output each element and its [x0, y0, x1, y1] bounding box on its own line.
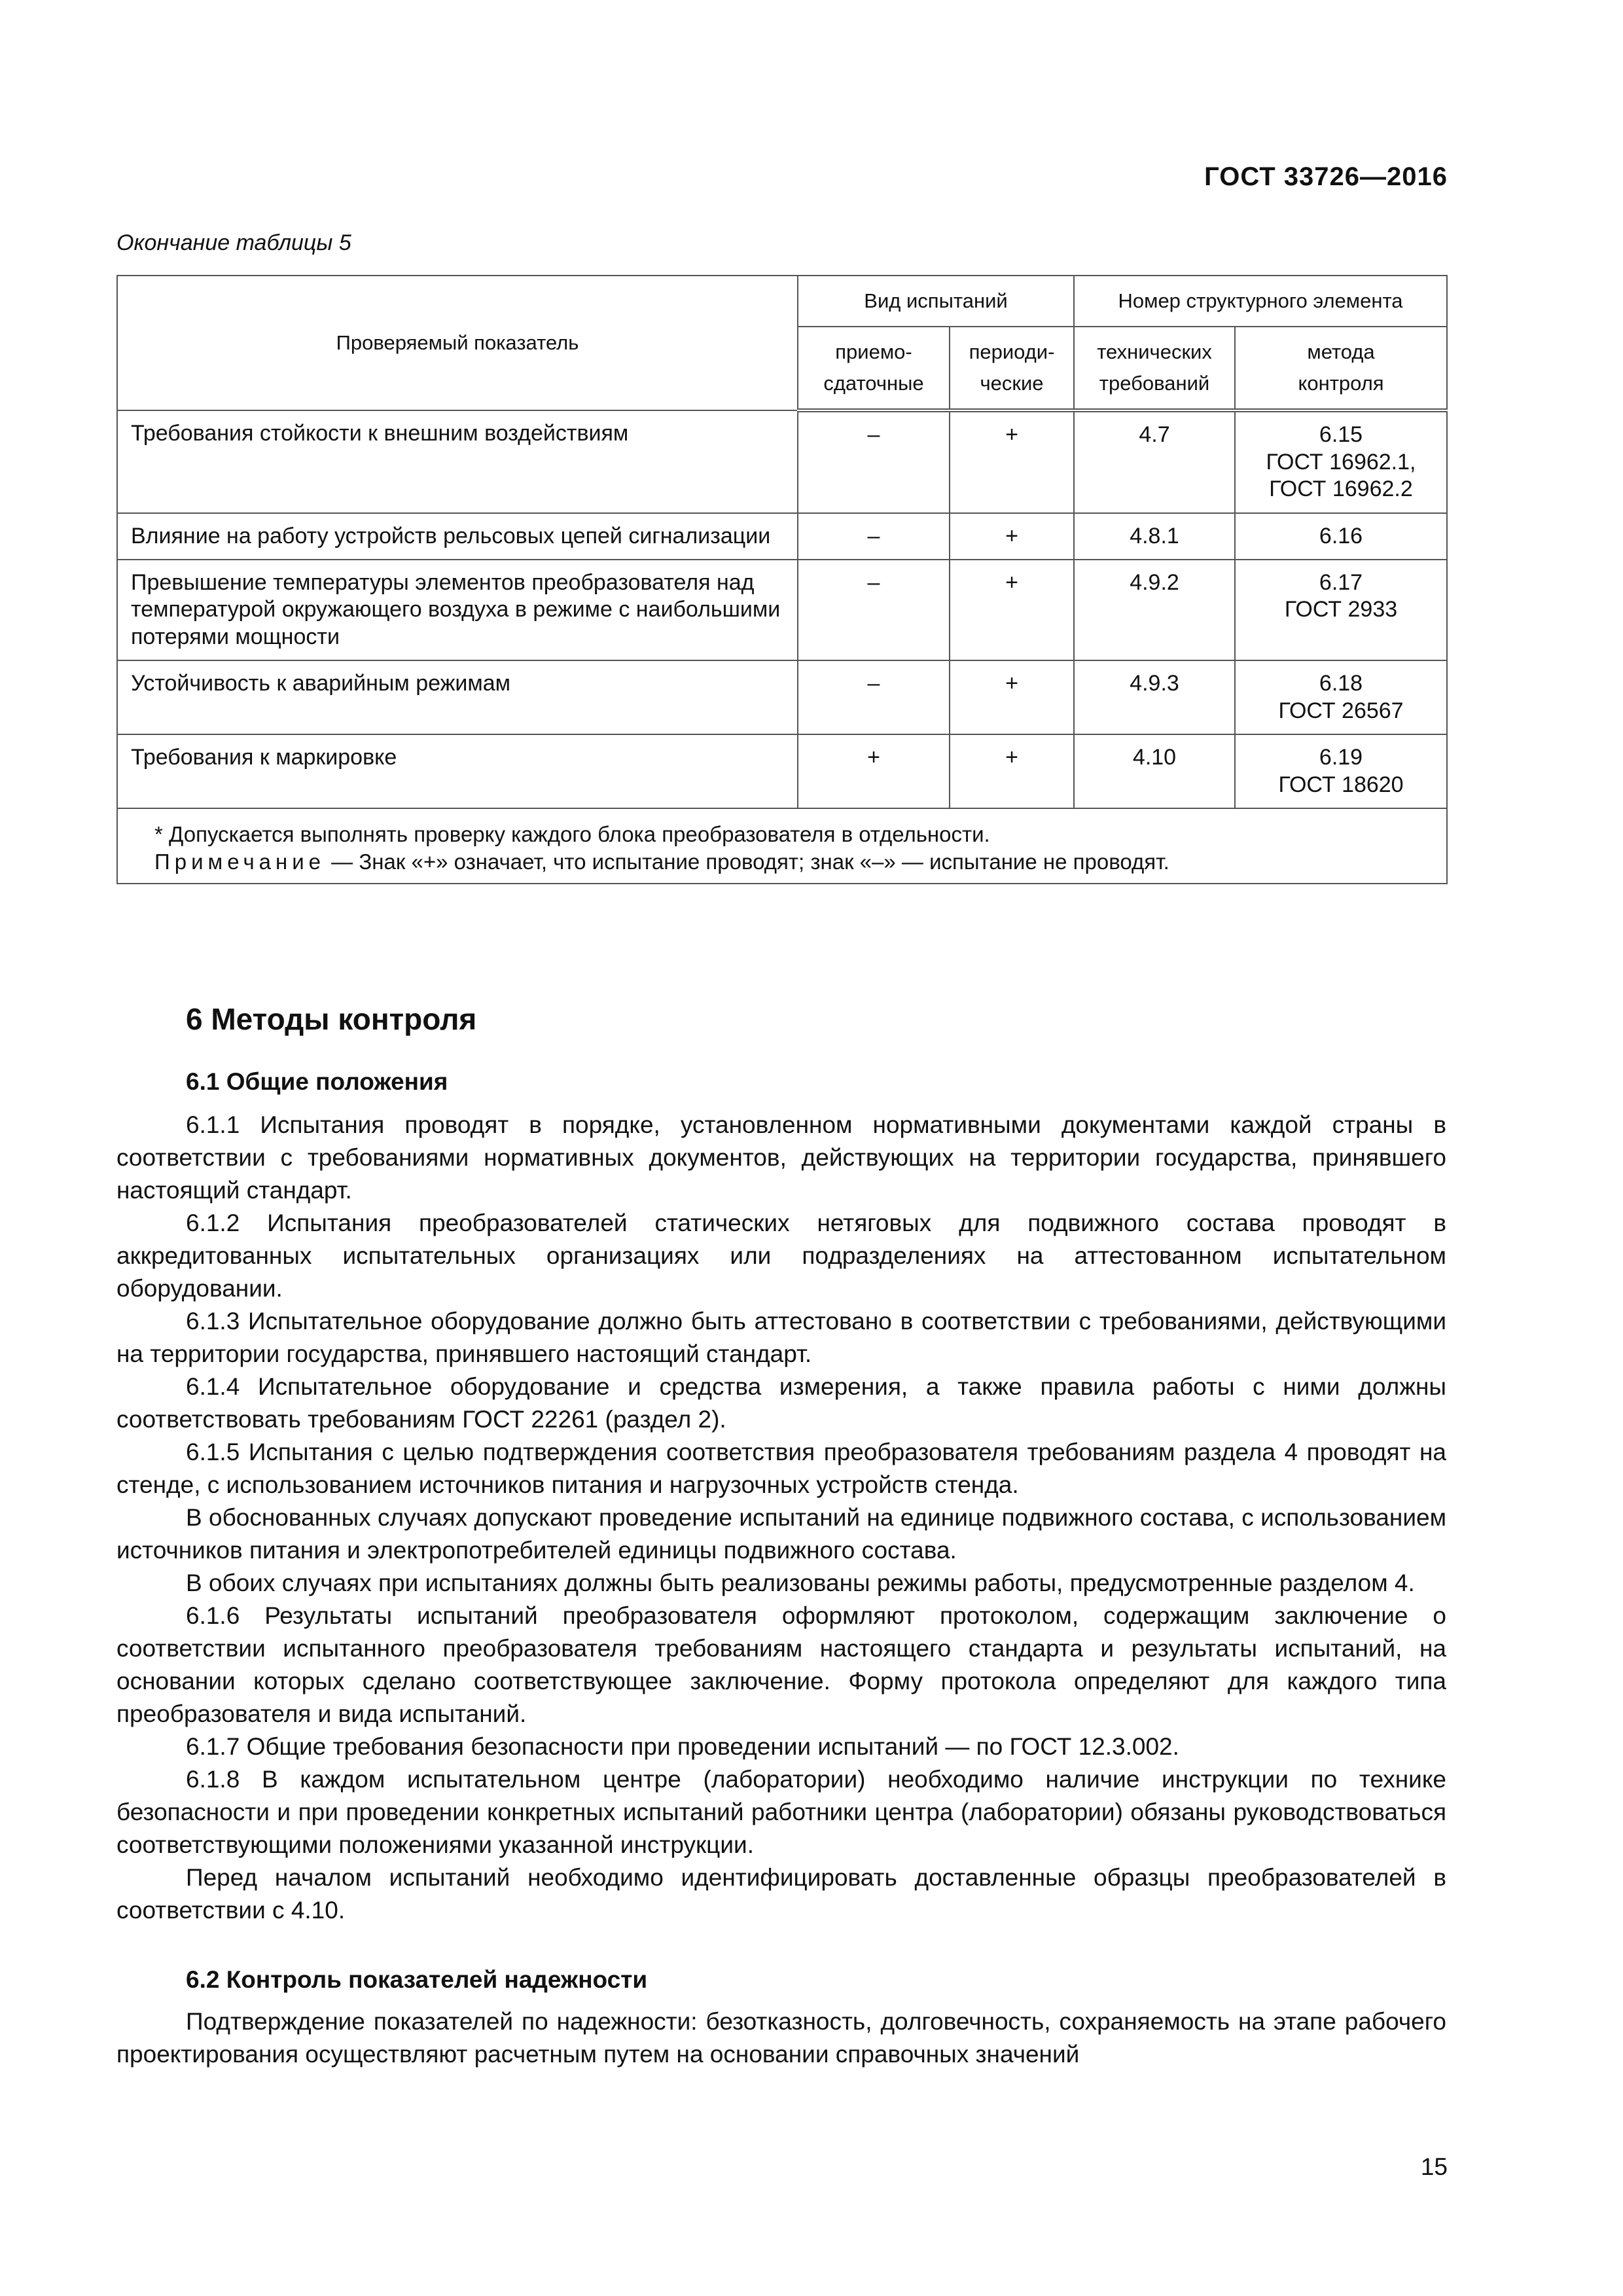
cell-tech-req: 4.8.1 [1074, 513, 1235, 560]
cell-acceptance: – [798, 410, 950, 512]
header-test-type: Вид испытаний [798, 276, 1074, 327]
section-title: 6 Методы контроля [186, 1002, 477, 1036]
table-row [117, 410, 1447, 512]
cell-method: 6.16 [1235, 513, 1447, 560]
header-indicator: Проверяемый показатель [117, 276, 798, 410]
cell-indicator: Требования к маркировке [117, 734, 798, 808]
header-struct-element: Номер структурного элемента [1074, 276, 1447, 327]
table-note [154, 848, 1410, 875]
paragraph: 6.1.3 Испытательное оборудование должно быть аттестовано в соответствии с требованиями, действующими на территории государства, принявшего настоящий стандарт. [116, 1308, 1446, 1367]
header-control-method: метода контроля [1235, 327, 1447, 410]
table-row [117, 513, 1447, 560]
paragraph: 6.1.4 Испытательное оборудование и средства измерения, а также правила работы с ними должны соответствовать требованиям ГОСТ 22261 (раздел 2). [116, 1373, 1446, 1433]
paragraph: 6.1.6 Результаты испытаний преобразователя оформляют протоколом, содержащим заключение о соответствии испытанного преобразователя требованиям настоящего стандарта и результаты испытаний, на основании которых сделано соответствующее заключение. Форму протокола определяют для каждого типа преобразователя и вида испытаний. [116, 1602, 1446, 1727]
header-periodic: периоди- ческие [950, 327, 1074, 410]
cell-acceptance: – [798, 660, 950, 734]
cell-acceptance: – [798, 513, 950, 560]
cell-periodic: + [950, 410, 1074, 512]
header-acceptance: приемо- сдаточные [798, 327, 950, 410]
paragraph: 6.1.7 Общие требования безопасности при проведении испытаний — по ГОСТ 12.3.002. [186, 1733, 1179, 1760]
paragraph: 6.1.1 Испытания проводят в порядке, установленном нормативными документами каждой страны в соответствии с требованиями нормативных документов, действующих на территории государства, принявшего настоящий стандарт. [116, 1111, 1446, 1204]
table-caption: Окончание таблицы 5 [116, 230, 351, 255]
cell-periodic: + [950, 660, 1074, 734]
test-table [116, 275, 1448, 884]
table-notes [117, 808, 1447, 884]
cell-tech-req: 4.10 [1074, 734, 1235, 808]
cell-periodic: + [950, 513, 1074, 560]
section-body [116, 1109, 1446, 1927]
note-label: Примечание [154, 849, 326, 874]
paragraph: Перед началом испытаний необходимо идентифицировать доставленные образцы преобразователей в соответствии с 4.10. [116, 1864, 1446, 1924]
cell-periodic: + [950, 734, 1074, 808]
cell-acceptance: – [798, 560, 950, 660]
cell-tech-req: 4.7 [1074, 410, 1235, 512]
subsection-title: 6.2 Контроль показателей надежности [186, 1966, 648, 1993]
paragraph: В обоих случаях при испытаниях должны быть реализованы режимы работы, предусмотренные разделом 4. [186, 1570, 1415, 1596]
document-code: ГОСТ 33726—2016 [1204, 162, 1448, 191]
table-row [117, 560, 1447, 660]
table-row [117, 734, 1447, 808]
paragraph: 6.1.5 Испытания с целью подтверждения соответствия преобразователя требованиям раздела 4 проводят на стенде, с использованием источников питания и нагрузочных устройств стенда. [116, 1439, 1446, 1498]
cell-indicator: Требования стойкости к внешним воздействиям [117, 410, 798, 512]
subsection-title: 6.1 Общие положения [186, 1068, 448, 1095]
table-footnote: * Допускается выполнять проверку каждого блока преобразователя в отдельности. [154, 822, 990, 847]
paragraph: 6.1.2 Испытания преобразователей статических нетяговых для подвижного состава проводят в аккредитованных испытательных организациях или подразделениях на аттестованном испытательном оборудовании. [116, 1210, 1446, 1302]
cell-method: 6.15 ГОСТ 16962.1, ГОСТ 16962.2 [1235, 410, 1447, 512]
cell-indicator: Превышение температуры элементов преобразователя над температурой окружающего воздуха в режиме с наибольшими потерями мощности [117, 560, 798, 660]
cell-indicator: Устойчивость к аварийным режимам [117, 660, 798, 734]
cell-tech-req: 4.9.2 [1074, 560, 1235, 660]
paragraph: В обоснованных случаях допускают проведение испытаний на единице подвижного состава, с использованием источников питания и электропотребителей единицы подвижного состава. [116, 1504, 1446, 1564]
cell-acceptance: + [798, 734, 950, 808]
subsection-body [116, 2005, 1446, 2071]
cell-indicator: Влияние на работу устройств рельсовых цепей сигнализации [117, 513, 798, 560]
paragraph: 6.1.8 В каждом испытательном центре (лаборатории) необходимо наличие инструкции по технике безопасности и при проведении конкретных испытаний работники центра (лаборатории) обязаны руководствоваться соответствующими положениями указанной инструкции. [116, 1766, 1446, 1858]
header-tech-req: технических требований [1074, 327, 1235, 410]
cell-periodic: + [950, 560, 1074, 660]
cell-method: 6.18 ГОСТ 26567 [1235, 660, 1447, 734]
cell-method: 6.17 ГОСТ 2933 [1235, 560, 1447, 660]
page-number: 15 [1420, 2153, 1448, 2180]
table-row [117, 660, 1447, 734]
cell-tech-req: 4.9.3 [1074, 660, 1235, 734]
note-text: — Знак «+» означает, что испытание проводят; знак «–» — испытание не проводят. [325, 849, 1169, 874]
cell-method: 6.19 ГОСТ 18620 [1235, 734, 1447, 808]
paragraph: Подтверждение показателей по надежности: безотказность, долговечность, сохраняемость на этапе рабочего проектирования осуществляют расчетным путем на основании справочных значений [116, 2008, 1446, 2068]
